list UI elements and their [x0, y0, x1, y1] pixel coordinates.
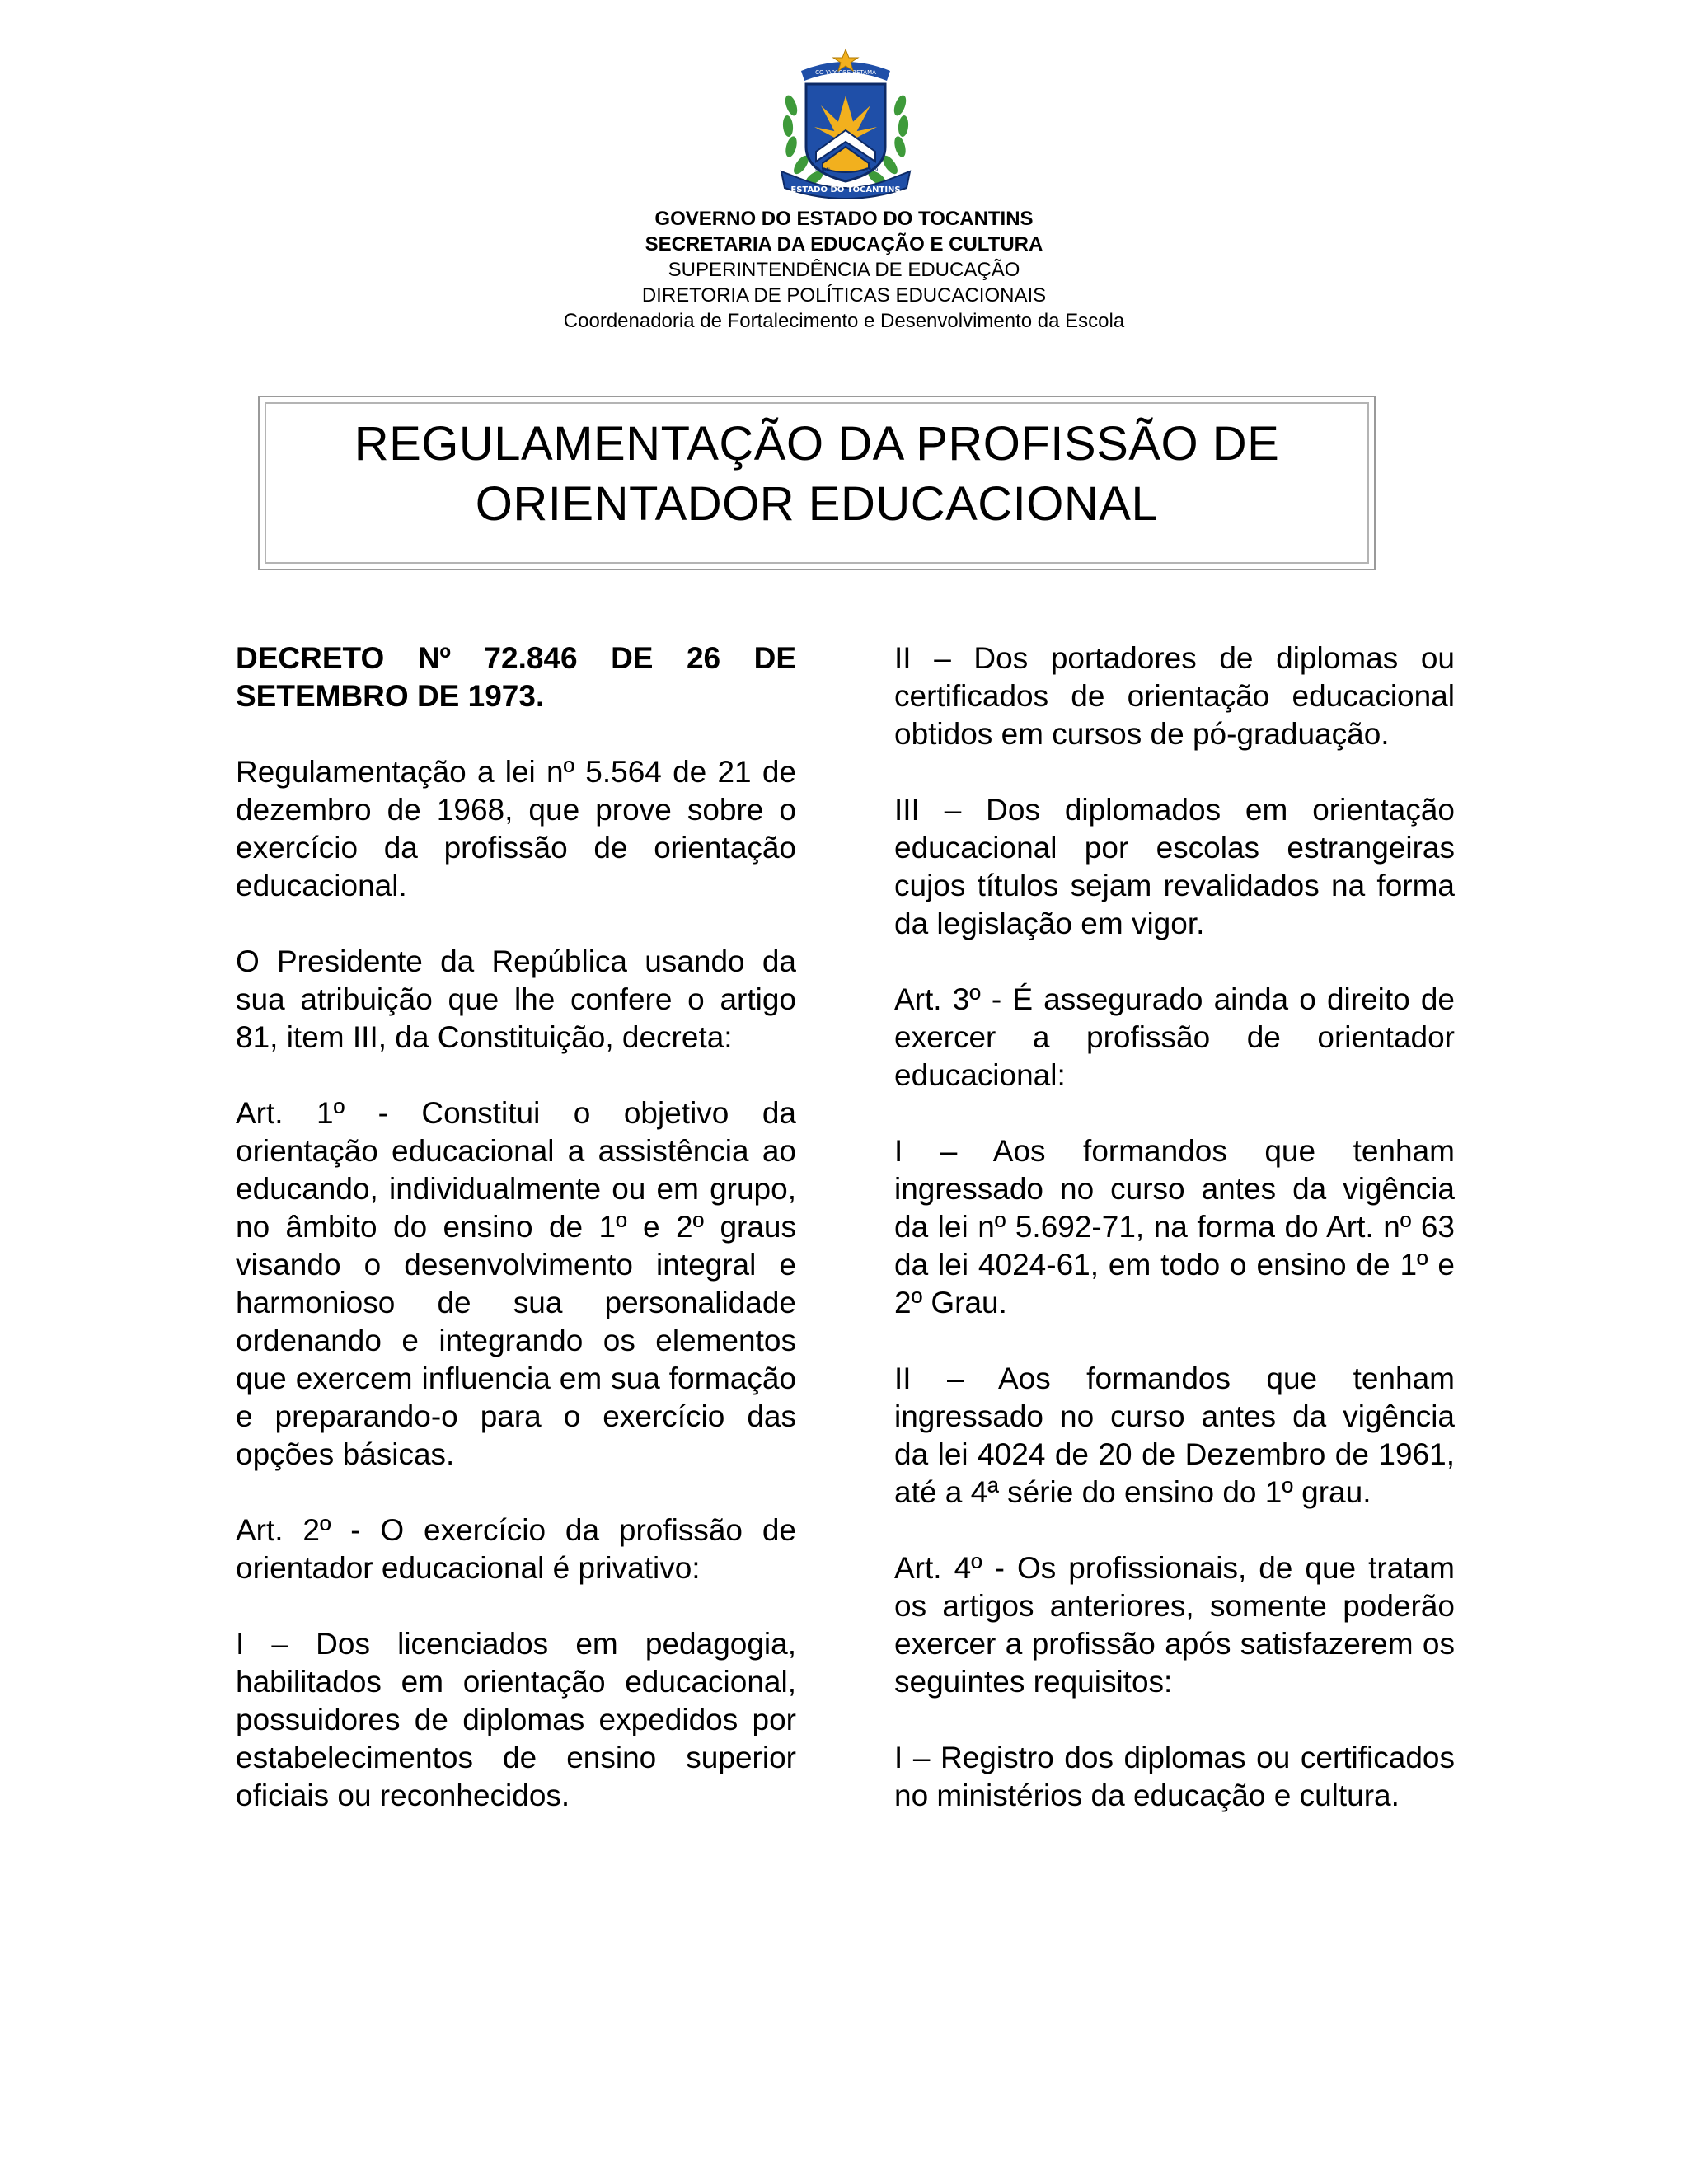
banner-text: CO YVY ORE RETAMA — [815, 69, 876, 76]
seal-date-left: 1º JAN — [814, 167, 830, 173]
title-line-2: ORIENTADOR EDUCACIONAL — [475, 477, 1159, 531]
paragraph-art-1: Art. 1º - Constitui o objetivo da orientação educacional a assistência ao educando, individualmente ou em grupo, no âmbito do ensino de 1º e 2º graus visando o desenvolvimento integral e harmonioso de sua personalidade ordenando e integrando os elementos que exercem influencia em sua formação e preparando-o para o exercício das opções básicas. — [236, 1096, 796, 1471]
left-column — [236, 640, 796, 1853]
document-title — [260, 414, 1374, 534]
paragraph-art-2-item-2: II – Dos portadores de diplomas ou certificados de orientação educacional obtidos em cursos de pó-graduação. — [894, 641, 1455, 751]
header-line-superintendence: SUPERINTENDÊNCIA DE EDUCAÇÃO — [668, 259, 1020, 281]
seal-date-right: 1989 — [865, 167, 879, 173]
paragraph-art-2: Art. 2º - O exercício da profissão de orientador educacional é privativo: — [236, 1513, 796, 1585]
header-line-secretariat: SECRETARIA DA EDUCAÇÃO E CULTURA — [645, 233, 1043, 255]
paragraph-regulation: Regulamentação a lei nº 5.564 de 21 de dezembro de 1968, que prove sobre o exercício da profissão de orientação educacional. — [236, 755, 796, 902]
header-line-government: GOVERNO DO ESTADO DO TOCANTINS — [654, 208, 1034, 230]
paragraph-art-3: Art. 3º - É assegurado ainda o direito de exercer a profissão de orientador educacional: — [894, 982, 1455, 1092]
paragraph-president: O Presidente da República usando da sua atribuição que lhe confere o artigo 81, item III, da Constituição, decreta: — [236, 944, 796, 1054]
paragraph-art-3-item-1: I – Aos formandos que tenham ingressado no curso antes da vigência da lei nº 5.692-71, na forma do Art. nº 63 da lei 4024-61, em todo o ensino de 1º e 2º Grau. — [894, 1134, 1455, 1319]
paragraph-art-4-item-1: I – Registro dos diplomas ou certificados no ministérios da educação e cultura. — [894, 1741, 1455, 1812]
right-column — [894, 640, 1455, 1853]
header-line-directorate: DIRETORIA DE POLÍTICAS EDUCACIONAIS — [641, 284, 1047, 307]
state-seal-emblem — [773, 48, 918, 201]
paragraph-art-2-item-1: I – Dos licenciados em pedagogia, habilitados em orientação educacional, possuidores de diplomas expedidos por estabelecimentos de ensino superior oficiais ou reconhecidos. — [236, 1627, 796, 1812]
ribbon-text: ESTADO DO TOCANTINS — [790, 185, 901, 194]
title-line-1: REGULAMENTAÇÃO DA PROFISSÃO DE — [354, 417, 1280, 471]
paragraph-art-3-item-2: II – Aos formandos que tenham ingressado no curso antes da vigência da lei 4024 de 20 de Dezembro de 1961, até a 4ª série do ensino do 1º grau. — [894, 1361, 1455, 1509]
header-line-coordination: Coordenadoria de Fortalecimento e Desenvolvimento da Escola — [563, 310, 1125, 332]
decree-heading: DECRETO Nº 72.846 DE 26 DE SETEMBRO DE 1973. — [236, 641, 796, 713]
paragraph-art-4: Art. 4º - Os profissionais, de que tratam os artigos anteriores, somente poderão exercer a profissão após satisfazerem os seguintes requisitos: — [894, 1551, 1455, 1699]
institution-header — [0, 206, 1688, 334]
paragraph-art-2-item-3: III – Dos diplomados em orientação educacional por escolas estrangeiras cujos títulos sejam revalidados na forma da legislação em vigor. — [894, 793, 1455, 940]
title-box — [258, 396, 1376, 570]
